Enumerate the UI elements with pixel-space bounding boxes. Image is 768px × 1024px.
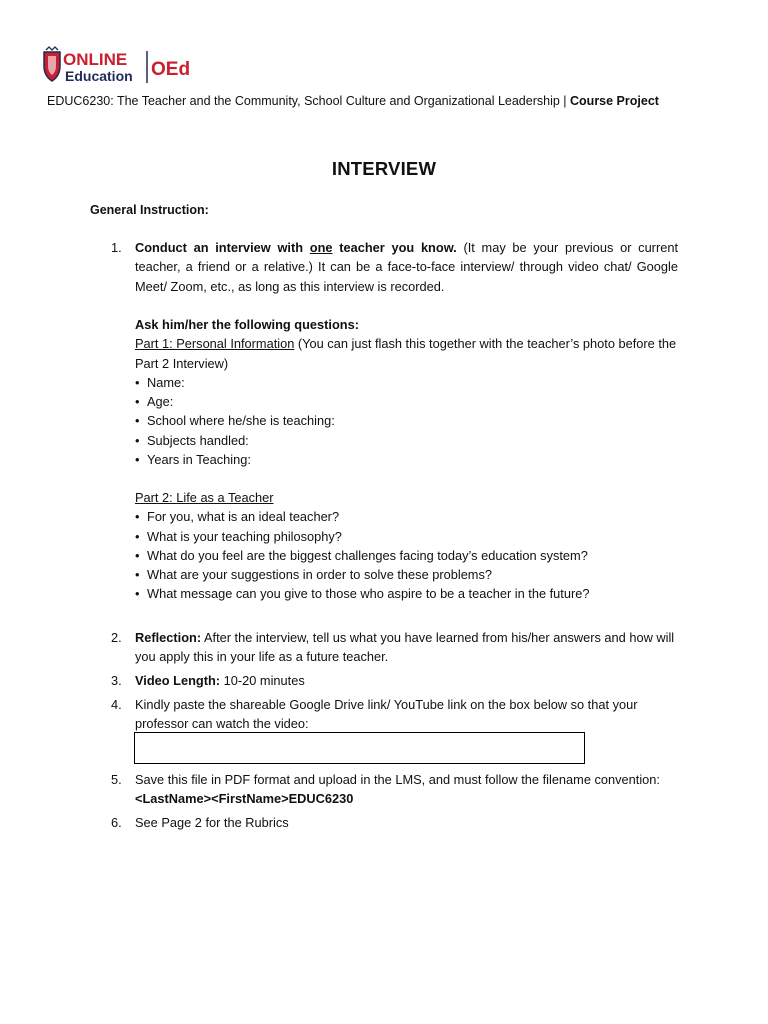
reflection-text: After the interview, tell us what you have learned from his/her answers and how will you apply this in your life as a future teacher. [135,630,675,665]
item-1-rest: (It may be your previous or current teacher, a friend or a relative.) It can be a face-to-face interview/ through video chat/ Google Meet/ Zoom, etc., as long as this interview is recorded. [135,240,678,294]
item-1-lead-b: teacher you know. [332,240,457,255]
part-1-item: • School where he/she is teaching: [135,411,678,430]
part-1-item: • Name: [135,373,678,392]
page-title: INTERVIEW [331,158,437,179]
part-2-title: Part 2: Life as a Teacher [135,490,274,505]
logo-education-text: Education [65,68,133,84]
part-1-item: • Subjects handled: [135,431,678,450]
item-1-number: 1. [111,240,122,255]
reflection-label: Reflection: [135,630,202,645]
ask-heading: Ask him/her the following questions: [135,317,359,332]
item-2-text [135,628,678,667]
part-2-item: • What message can you give to those who aspire to be a teacher in the future? [135,584,678,603]
item-4-text: Kindly paste the shareable Google Drive link/ YouTube link on the box below so that your professor can watch the video: [135,697,638,732]
part-1-title: Part 1: Personal Information [135,336,295,352]
part-1-list [135,373,678,469]
part-1-note: (You can just flash this together with the teacher’s photo before the Part 2 Interview) [135,336,677,371]
logo-graphic [40,46,200,86]
filename-convention: <LastName><FirstName>EDUC6230 [135,791,354,807]
course-title: EDUC6230: The Teacher and the Community, School Culture and Organizational Leadership [47,94,560,108]
item-6-text: See Page 2 for the Rubrics [135,815,289,830]
logo-online-text: ONLINE [63,50,128,69]
video-link-box[interactable] [134,732,585,764]
part-2-item: • What is your teaching philosophy? [135,527,678,546]
part-2-block [135,488,678,604]
course-header [47,94,737,108]
video-length-label: Video Length: [135,673,221,688]
part-2-item: • What are your suggestions in order to solve these problems? [135,565,678,584]
item-4-number: 4. [111,697,122,712]
item-6-number: 6. [111,815,122,830]
online-education-logo [40,46,200,86]
part-1-item: • Years in Teaching: [135,450,678,469]
part-2-list [135,507,678,603]
header-separator: | [559,94,571,108]
logo-oed-text: OEd [151,59,191,80]
questions-block [135,315,678,469]
item-1-text [135,238,678,296]
item-5-number: 5. [111,772,122,787]
course-project-label: Course Project [570,94,659,108]
item-1-lead-a: Conduct an interview with [135,240,310,255]
video-length-value: 10-20 minutes [220,673,305,688]
part-2-item: • For you, what is an ideal teacher? [135,507,678,526]
item-2-number: 2. [111,630,122,645]
part-2-item: • What do you feel are the biggest challenges facing today’s education system? [135,546,678,565]
item-3-text [135,671,678,690]
item-5-text [135,770,678,809]
item-1-lead-underline: one [309,240,333,255]
item-5-instruction: Save this file in PDF format and upload in the LMS, and must follow the filename convention: [135,772,660,787]
part-1-item: • Age: [135,392,678,411]
general-instruction-heading: General Instruction: [90,203,209,217]
item-3-number: 3. [111,673,122,688]
